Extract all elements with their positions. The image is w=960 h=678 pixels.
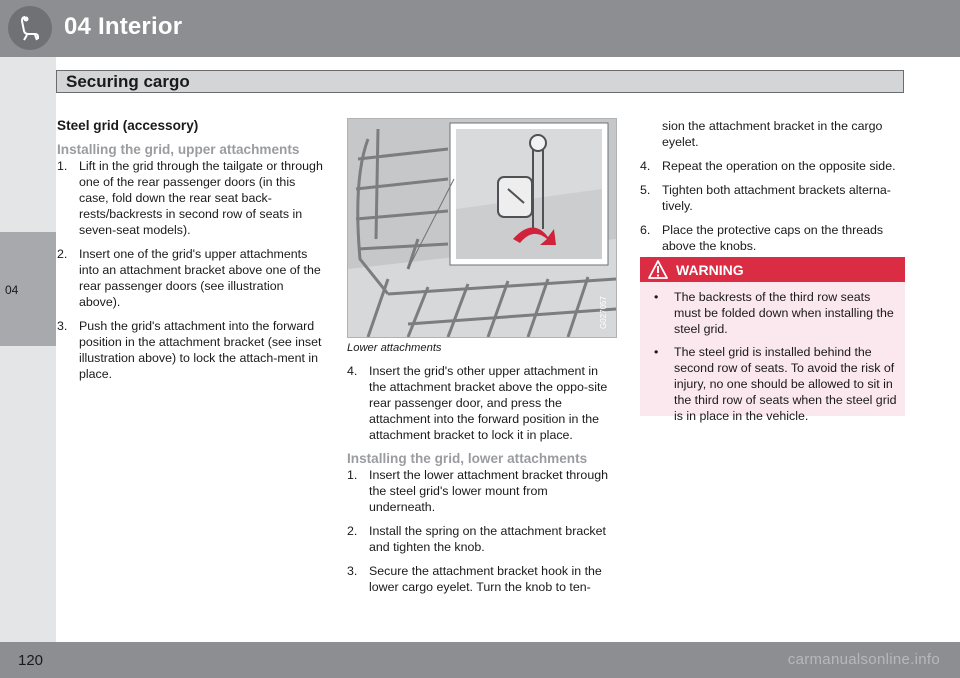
upper-steps-continued — [347, 363, 617, 443]
step-text: Lift in the grid through the tailgate or through one of the rear passenger doors (in this case, fold down the rear seat back-rests/backrests in second row of seats in seven-seat models). — [79, 159, 323, 237]
list-item — [640, 222, 906, 254]
right-steps-list — [640, 158, 906, 254]
list-item — [347, 523, 617, 555]
lower-steps-list — [347, 467, 617, 595]
section-header — [56, 70, 904, 93]
step-text: Insert one of the grid's upper attachments into an attachment bracket above one of the rear passenger doors (see illustration above). — [79, 247, 321, 309]
step-text: Install the spring on the attachment bracket and tighten the knob. — [369, 524, 606, 554]
warning-text: The steel grid is installed behind the second row of seats. To avoid the risk of injury, no one should be allowed to sit in the third row of seats when the steel grid is in place in the vehicle. — [674, 345, 897, 423]
figure-code: G027057 — [599, 296, 608, 329]
step-number: 3. — [57, 319, 68, 333]
section-title: Securing cargo — [66, 72, 190, 91]
list-item — [650, 344, 898, 424]
chapter-tab-label: 04 — [5, 283, 19, 297]
page-footer — [0, 642, 960, 678]
warning-list — [650, 289, 898, 431]
step-text: Insert the lower attachment bracket through the steel grid's lower mount from underneath. — [369, 468, 608, 514]
list-item — [347, 467, 617, 515]
subheading-upper: Installing the grid, upper attachments — [57, 142, 300, 157]
right-column — [640, 118, 906, 262]
chapter-title: 04 Interior — [64, 13, 183, 40]
warning-title: WARNING — [676, 262, 744, 278]
chapter-sidebar — [0, 57, 56, 642]
list-item — [640, 158, 906, 174]
bullet: • — [654, 290, 659, 304]
page-number: 120 — [18, 652, 44, 669]
chapter-header — [0, 0, 960, 57]
list-item — [347, 363, 617, 443]
step-text: Secure the attachment bracket hook in the lower cargo eyelet. Turn the knob to ten- — [369, 564, 602, 594]
left-column — [57, 118, 325, 390]
warning-triangle-icon — [648, 260, 668, 283]
step-number: 1. — [347, 468, 358, 482]
subheading-lower: Installing the grid, lower attachments — [347, 451, 588, 466]
step-continuation: sion the attachment bracket in the cargo eyelet. — [662, 119, 883, 149]
step-number: 5. — [640, 183, 651, 197]
list-item — [57, 158, 325, 238]
step-number: 4. — [640, 159, 651, 173]
middle-column — [347, 363, 617, 603]
cargo-grid-drawing — [348, 119, 616, 337]
step-number: 1. — [57, 159, 68, 173]
step-text: Push the grid's attachment into the forward position in the attachment bracket (see inset illustration above) to lock the attach-ment in place. — [79, 319, 322, 381]
seat-icon — [8, 6, 52, 50]
list-item — [57, 246, 325, 310]
step-number: 2. — [347, 524, 358, 538]
step-number: 4. — [347, 364, 358, 378]
chapter-tab — [0, 232, 56, 346]
warning-header — [640, 257, 905, 282]
step-number: 6. — [640, 223, 651, 237]
upper-steps-list — [57, 158, 325, 382]
step-text: Insert the grid's other upper attachment in the attachment bracket above the oppo-site rear passenger door, and press the attachment into the forward position in the attachment bracket to lock it in place. — [369, 364, 608, 442]
watermark: carmanualsonline.info — [787, 651, 940, 668]
lower-attachments-illustration — [347, 118, 617, 338]
list-item — [650, 289, 898, 337]
warning-text: The backrests of the third row seats must be folded down when installing the steel grid. — [674, 290, 894, 336]
figure-caption: Lower attachments — [347, 342, 442, 354]
step-number: 2. — [57, 247, 68, 261]
list-item — [640, 182, 906, 214]
step-text: Repeat the operation on the opposite side. — [662, 159, 896, 173]
list-item — [347, 563, 617, 595]
list-item — [57, 318, 325, 382]
bullet: • — [654, 345, 659, 359]
warning-box — [640, 257, 905, 423]
step-text: Tighten both attachment brackets alterna-tively. — [662, 183, 891, 213]
topic-title: Steel grid (accessory) — [57, 118, 199, 133]
step-number: 3. — [347, 564, 358, 578]
step-text: Place the protective caps on the threads above the knobs. — [662, 223, 884, 253]
